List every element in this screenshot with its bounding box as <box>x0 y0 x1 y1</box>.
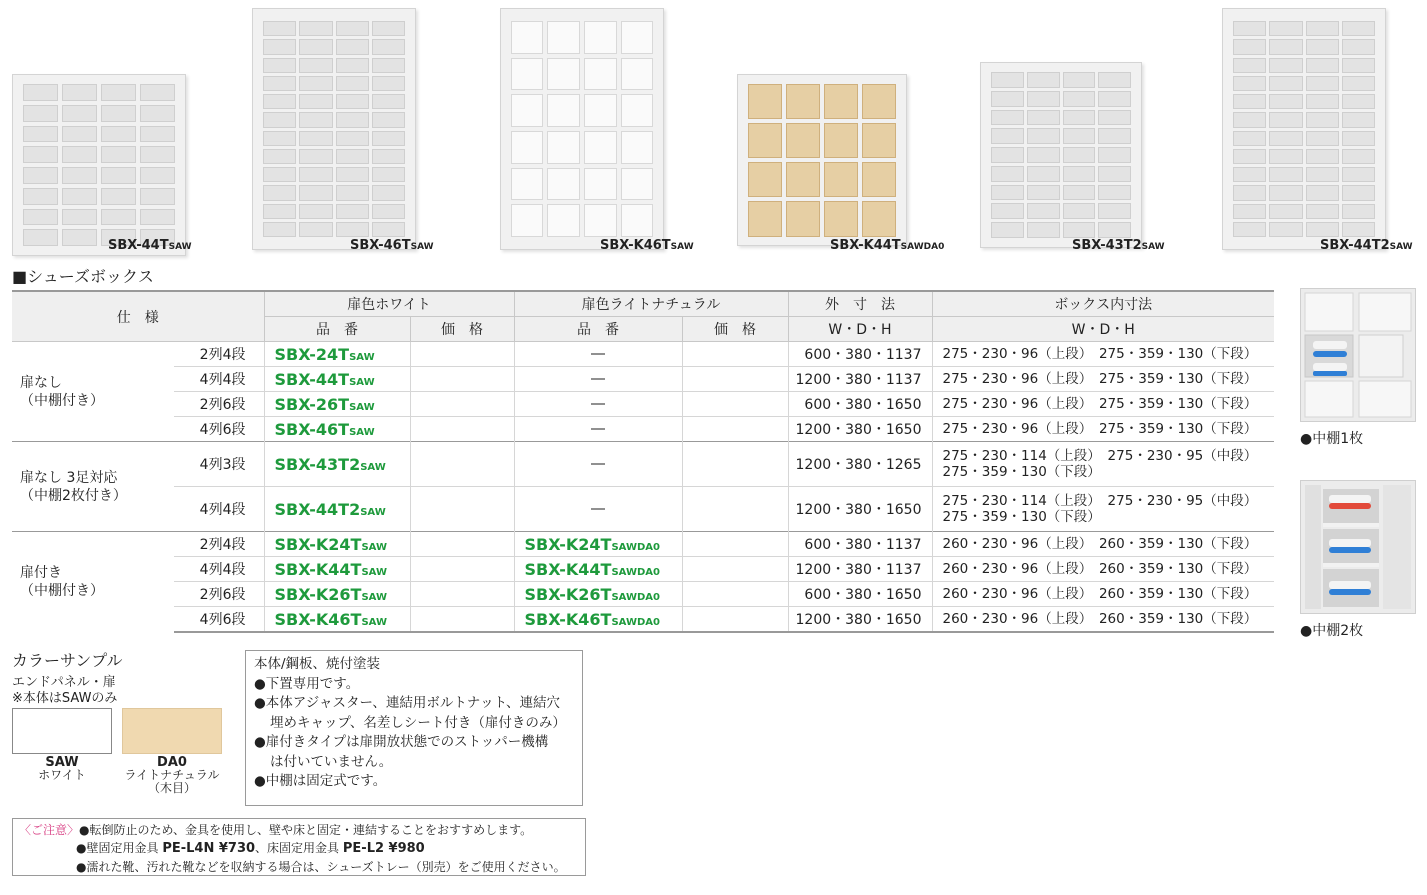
price-cell <box>682 532 788 557</box>
price-cell <box>410 417 514 442</box>
price-cell <box>410 392 514 417</box>
natural-model-cell: ― <box>514 417 682 442</box>
header-price: 価 格 <box>682 317 788 342</box>
outer-dim-cell: 1200・380・1137 <box>788 557 932 582</box>
product-label: SBX-46TSAW <box>350 238 434 253</box>
photo-caption: ●中棚1枚 <box>1300 431 1364 447</box>
inner-dim-cell: 275・230・96（上段） 275・359・130（下段） <box>932 417 1274 442</box>
shoe-shelf-image <box>1301 289 1415 421</box>
price-cell <box>410 607 514 633</box>
header-wdh: W・D・H <box>932 317 1274 342</box>
natural-model-cell: ― <box>514 367 682 392</box>
product-label: SBX-K44TSAWDA0 <box>830 238 945 253</box>
caution-line: 〈ご注意〉●転倒防止のため、金具を使用し、壁や床と固定・連結することをおすすめします。 <box>19 823 533 837</box>
cabinet-image <box>737 74 907 246</box>
price-cell <box>682 557 788 582</box>
table-row <box>12 417 1274 442</box>
price-cell <box>682 607 788 633</box>
note-line: 埋めキャップ、名差しシート付き（扉付きのみ） <box>270 714 566 731</box>
table-row <box>12 342 1274 367</box>
inner-dim-cell: 275・230・114（上段） 275・230・95（中段） 275・359・130（下段） <box>932 442 1274 487</box>
color-sample-subtitle: エンドパネル・扉 <box>12 675 116 690</box>
white-model-cell: SBX-24TSAW <box>264 342 410 367</box>
price-cell <box>682 442 788 487</box>
white-model-cell: SBX-26TSAW <box>264 392 410 417</box>
group-label: 扉付き （中棚付き） <box>12 532 174 633</box>
section-title: ■シューズボックス <box>12 267 154 286</box>
cabinet-image <box>252 8 416 250</box>
product-label: SBX-43T2SAW <box>1072 238 1165 253</box>
natural-model-cell: ― <box>514 442 682 487</box>
cabinet-image <box>500 8 664 250</box>
price-cell <box>410 557 514 582</box>
price-cell <box>410 442 514 487</box>
shelf-photo-two <box>1300 480 1416 614</box>
natural-model-cell: ― <box>514 342 682 367</box>
color-sample-note: ※本体はSAWのみ <box>12 691 118 706</box>
notes-box <box>245 650 583 806</box>
inner-dim-cell: 260・230・96（上段） 260・359・130（下段） <box>932 532 1274 557</box>
config-cell: 4列4段 <box>174 367 264 392</box>
white-model-cell: SBX-K44TSAW <box>264 557 410 582</box>
white-model-cell: SBX-46TSAW <box>264 417 410 442</box>
table-row <box>12 582 1274 607</box>
swatch-label-da0: DA0 ライトナチュラル （木目） <box>124 755 220 795</box>
color-sample-title: カラーサンプル <box>12 651 123 670</box>
natural-model-cell: SBX-K44TSAWDA0 <box>514 557 682 582</box>
header-part-no: 品 番 <box>514 317 682 342</box>
natural-model-cell: ― <box>514 392 682 417</box>
config-cell: 2列6段 <box>174 582 264 607</box>
table-row <box>12 487 1274 532</box>
inner-dim-cell: 275・230・96（上段） 275・359・130（下段） <box>932 392 1274 417</box>
group-label: 扉なし （中棚付き） <box>12 342 174 442</box>
outer-dim-cell: 1200・380・1265 <box>788 442 932 487</box>
price-cell <box>682 392 788 417</box>
white-model-cell: SBX-K26TSAW <box>264 582 410 607</box>
outer-dim-cell: 1200・380・1650 <box>788 417 932 442</box>
note-line: ●扉付きタイプは扉開放状態でのストッパー機構 <box>254 734 549 750</box>
header-inner-dimensions: ボックス内寸法 <box>932 291 1274 317</box>
natural-model-cell: ― <box>514 487 682 532</box>
header-white-door: 扉色ホワイト <box>264 291 514 317</box>
price-cell <box>410 582 514 607</box>
spec-table <box>12 290 1274 633</box>
header-outer-dimensions: 外 寸 法 <box>788 291 932 317</box>
cabinet-image <box>980 62 1142 248</box>
inner-dim-cell: 275・230・114（上段） 275・230・95（中段） 275・359・130（下段） <box>932 487 1274 532</box>
config-cell: 4列4段 <box>174 487 264 532</box>
white-model-cell: SBX-44TSAW <box>264 367 410 392</box>
header-part-no: 品 番 <box>264 317 410 342</box>
outer-dim-cell: 600・380・1137 <box>788 532 932 557</box>
header-spec: 仕 様 <box>12 291 264 342</box>
white-model-cell: SBX-44T2SAW <box>264 487 410 532</box>
note-line: は付いていません。 <box>270 753 393 770</box>
shoe-shelf-image <box>1301 481 1415 613</box>
price-cell <box>410 342 514 367</box>
table-row <box>12 532 1274 557</box>
header-wdh: W・D・H <box>788 317 932 342</box>
config-cell: 2列4段 <box>174 342 264 367</box>
table-row <box>12 442 1274 487</box>
header-price: 価 格 <box>410 317 514 342</box>
inner-dim-cell: 260・230・96（上段） 260・359・130（下段） <box>932 557 1274 582</box>
swatch-label-saw: SAW ホワイト <box>38 755 86 782</box>
natural-model-cell: SBX-K26TSAWDA0 <box>514 582 682 607</box>
price-cell <box>410 367 514 392</box>
table-row <box>12 367 1274 392</box>
price-cell <box>410 532 514 557</box>
product-label: SBX-K46TSAW <box>600 238 694 253</box>
caution-line: ●壁固定用金具 PE-L4N ¥730、床固定用金具 PE-L2 ¥980 <box>76 841 425 856</box>
price-cell <box>410 487 514 532</box>
photo-caption: ●中棚2枚 <box>1300 623 1364 639</box>
caution-line: ●濡れた靴、汚れた靴などを収納する場合は、シューズトレー（別売）をご使用ください。 <box>76 860 566 874</box>
natural-model-cell: SBX-K24TSAWDA0 <box>514 532 682 557</box>
outer-dim-cell: 600・380・1650 <box>788 582 932 607</box>
outer-dim-cell: 1200・380・1650 <box>788 607 932 633</box>
white-model-cell: SBX-43T2SAW <box>264 442 410 487</box>
table-row <box>12 557 1274 582</box>
config-cell: 4列3段 <box>174 442 264 487</box>
inner-dim-cell: 260・230・96（上段） 260・359・130（下段） <box>932 607 1274 633</box>
outer-dim-cell: 1200・380・1137 <box>788 367 932 392</box>
price-cell <box>682 487 788 532</box>
shelf-photo-one <box>1300 288 1416 422</box>
note-line: ●下置専用です。 <box>254 675 360 692</box>
note-line: ●本体アジャスター、連結用ボルトナット、連結穴 <box>254 695 560 711</box>
config-cell: 4列6段 <box>174 417 264 442</box>
price-cell <box>682 417 788 442</box>
table-row <box>12 392 1274 417</box>
outer-dim-cell: 1200・380・1650 <box>788 487 932 532</box>
caution-tag: 〈ご注意〉 <box>19 823 80 837</box>
white-model-cell: SBX-K24TSAW <box>264 532 410 557</box>
cabinet-image <box>12 74 186 256</box>
caution-box <box>12 818 586 876</box>
white-model-cell: SBX-K46TSAW <box>264 607 410 633</box>
price-cell <box>682 342 788 367</box>
inner-dim-cell: 275・230・96（上段） 275・359・130（下段） <box>932 367 1274 392</box>
outer-dim-cell: 600・380・1137 <box>788 342 932 367</box>
cabinet-image <box>1222 8 1386 250</box>
note-line: ●中棚は固定式です。 <box>254 773 387 789</box>
header-natural-door: 扉色ライトナチュラル <box>514 291 788 317</box>
natural-model-cell: SBX-K46TSAWDA0 <box>514 607 682 633</box>
price-cell <box>682 582 788 607</box>
inner-dim-cell: 260・230・96（上段） 260・359・130（下段） <box>932 582 1274 607</box>
outer-dim-cell: 600・380・1650 <box>788 392 932 417</box>
product-label: SBX-44T2SAW <box>1320 238 1413 253</box>
price-cell <box>682 367 788 392</box>
config-cell: 4列4段 <box>174 557 264 582</box>
swatch-saw <box>12 708 112 754</box>
config-cell: 2列4段 <box>174 532 264 557</box>
config-cell: 4列6段 <box>174 607 264 633</box>
table-row <box>12 607 1274 633</box>
config-cell: 2列6段 <box>174 392 264 417</box>
group-label: 扉なし 3足対応 （中棚2枚付き） <box>12 442 174 532</box>
product-label: SBX-44TSAW <box>108 238 192 253</box>
note-line: 本体/鋼板、焼付塗装 <box>254 656 381 672</box>
inner-dim-cell: 275・230・96（上段） 275・359・130（下段） <box>932 342 1274 367</box>
swatch-da0 <box>122 708 222 754</box>
